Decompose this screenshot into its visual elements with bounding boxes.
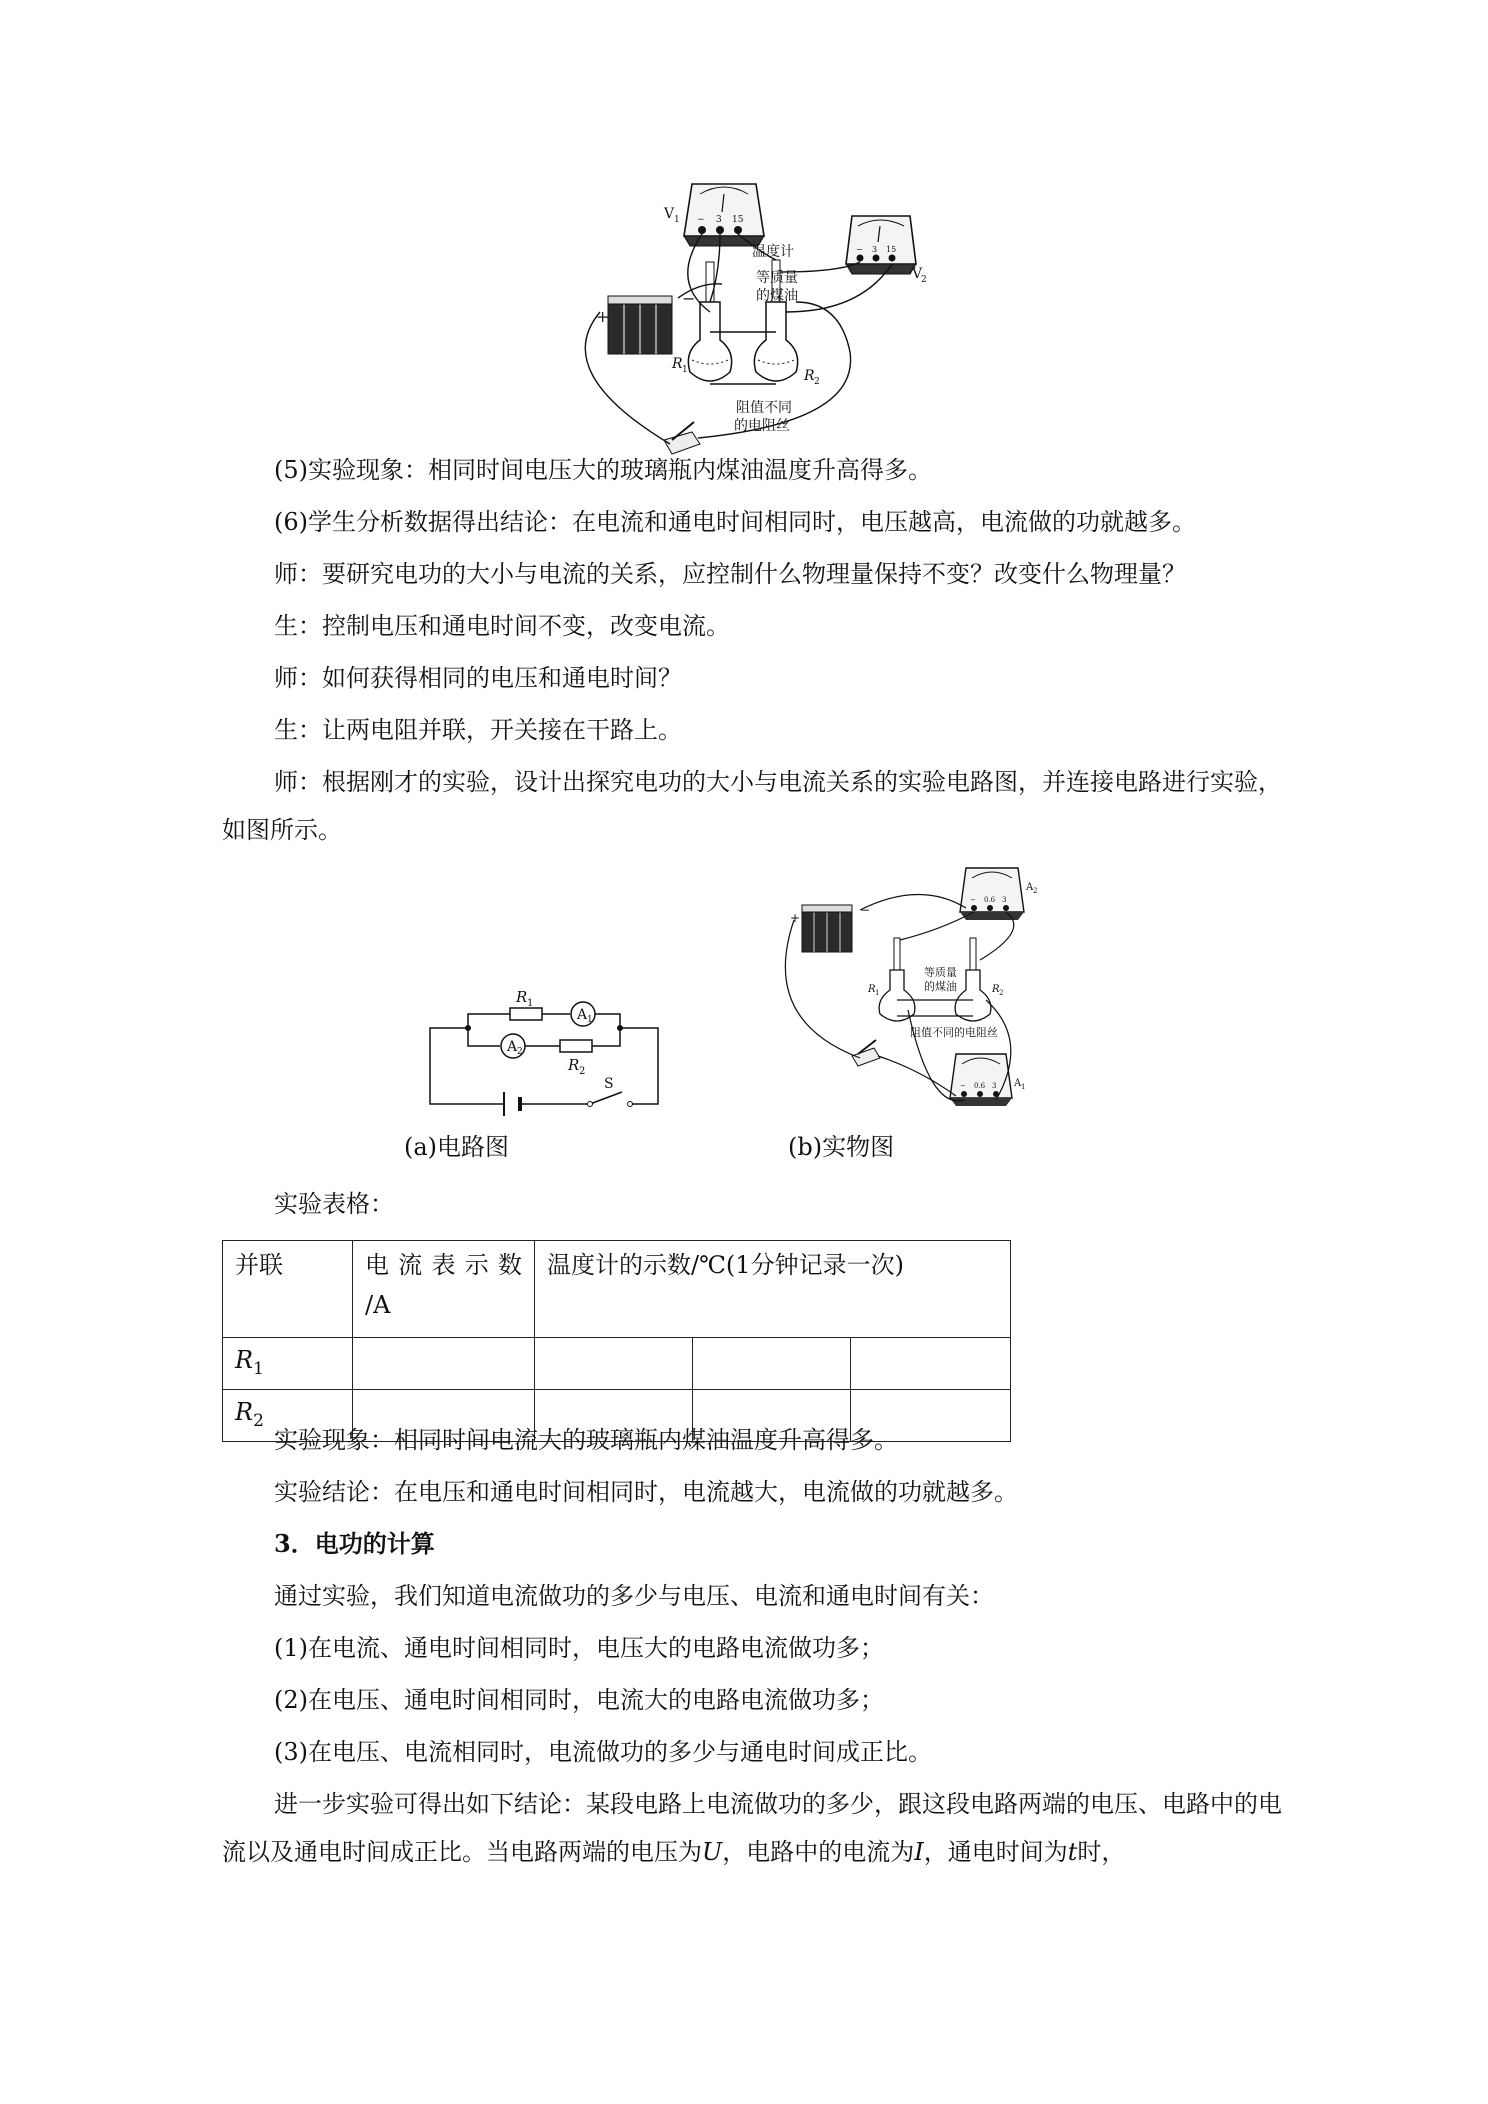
physical-r1-label: R xyxy=(868,984,876,995)
caption-physical-setup: (b)实物图 xyxy=(788,1133,895,1161)
paragraph-teacher-design: 师：根据刚才的实验，设计出探究电功的大小与电流关系的实验电路图，并连接电路进行实验，如图所示。 xyxy=(222,768,1282,844)
voltmeter-v2 xyxy=(846,216,916,274)
physical-r2-sub: 2 xyxy=(999,989,1004,997)
physical-kerosene-1: 等质量 xyxy=(924,966,957,979)
flask-r1 xyxy=(688,262,731,381)
a1-tick-06: 0.6 xyxy=(974,1082,986,1090)
physical-a1-label: A xyxy=(1014,1078,1022,1089)
battery2-plus: + xyxy=(790,911,801,925)
v1-label-sub: 1 xyxy=(674,215,680,225)
paragraph-intro: 通过实验，我们知道电流做功的多少与电压、电流和通电时间有关： xyxy=(274,1582,994,1610)
circuit-switch-label: S xyxy=(604,1076,614,1092)
figure-2a-circuit-diagram xyxy=(420,984,670,1114)
v2-tick-minus: − xyxy=(856,245,863,254)
flask-r1-2 xyxy=(879,938,915,1021)
caption-circuit-diagram: (a)电路图 xyxy=(404,1133,510,1161)
a2-tick-3: 3 xyxy=(1002,896,1007,904)
v2-tick-15: 15 xyxy=(886,245,897,254)
physical-a1-sub: 1 xyxy=(1021,1083,1026,1091)
battery-pack xyxy=(608,296,672,354)
row-r1-label xyxy=(223,1338,353,1390)
circuit-r1-label: R xyxy=(516,988,528,1006)
v2-tick-3: 3 xyxy=(872,245,878,254)
paragraph-student-answer-2: 生：让两电阻并联，开关接在干路上。 xyxy=(274,716,682,744)
final-text-d: 时， xyxy=(1077,1838,1126,1866)
a2-tick-minus: − xyxy=(970,896,976,904)
paragraph-conclusion-voltage: (6)学生分析数据得出结论：在电流和通电时间相同时，电压越高，电流做的功就越多。 xyxy=(274,508,1196,536)
ammeter-a2 xyxy=(960,868,1024,920)
figure-1-apparatus xyxy=(560,172,927,460)
paragraph-conclusion-current: 实验结论：在电压和通电时间相同时，电流越大，电流做的功就越多。 xyxy=(274,1478,1018,1506)
table-header-row xyxy=(223,1241,1011,1338)
experiment-table xyxy=(222,1240,1011,1442)
paragraph-teacher-question-2: 师：如何获得相同的电压和通电时间？ xyxy=(274,664,682,692)
row-r1-sub: 1 xyxy=(253,1358,264,1379)
header-current-line1: 电流表示数 xyxy=(365,1251,522,1279)
physical-wire-label: 阻值不同的电阻丝 xyxy=(910,1026,998,1039)
r1-label-sub: 1 xyxy=(682,365,688,375)
cell-r1-current[interactable] xyxy=(353,1338,535,1390)
paragraph-teacher-question: 师：要研究电功的大小与电流的关系，应控制什么物理量保持不变？改变什么物理量？ xyxy=(274,560,1186,588)
physical-a2-label: A xyxy=(1026,882,1034,893)
paragraph-phenomenon-current: 实验现象：相同时间电流大的玻璃瓶内煤油温度升高得多。 xyxy=(274,1426,898,1454)
final-text-a: 进一步实验可得出如下结论：某段电路上电流做功的多少，跟这段电路两端的电压、电路中的电流以及通电时间成正比。当电路两端的电压为 xyxy=(222,1790,1282,1866)
thermometer-label: 温度计 xyxy=(752,244,794,260)
a2-tick-06: 0.6 xyxy=(984,896,996,904)
voltmeter-v1 xyxy=(684,184,764,246)
var-i: I xyxy=(914,1838,924,1866)
circuit-r2-sub: 2 xyxy=(579,1066,586,1077)
cell-r1-temp-3[interactable] xyxy=(851,1338,1011,1390)
v1-tick-minus: − xyxy=(697,215,705,225)
flask-r2-2 xyxy=(955,938,991,1021)
list-item-3: (3)在电压、电流相同时，电流做功的多少与通电时间成正比。 xyxy=(274,1738,932,1766)
r1-label: R xyxy=(672,356,683,372)
kerosene-label-1: 等质量 xyxy=(756,270,798,286)
paragraph-final xyxy=(222,1780,1292,1876)
physical-a2-sub: 2 xyxy=(1033,887,1038,895)
row-r1-symbol: R xyxy=(235,1346,254,1374)
wire-label-1: 阻值不同 xyxy=(736,400,792,416)
v2-label-sub: 2 xyxy=(921,275,927,285)
a1-tick-minus: − xyxy=(960,1082,966,1090)
v1-tick-3: 3 xyxy=(716,215,722,225)
list-item-1: (1)在电流、通电时间相同时，电压大的电路电流做功多； xyxy=(274,1634,884,1662)
final-text-c: ，通电时间为 xyxy=(923,1838,1068,1866)
battery-plus: + xyxy=(596,307,610,326)
var-u: U xyxy=(702,1838,723,1866)
circuit-a2-label: A xyxy=(507,1039,518,1055)
v2-label: V xyxy=(912,266,923,282)
paragraph-student-answer: 生：控制电压和通电时间不变，改变电流。 xyxy=(274,612,730,640)
v1-label: V xyxy=(664,206,675,222)
header-current xyxy=(353,1241,535,1338)
physical-kerosene-2: 的煤油 xyxy=(924,980,957,993)
r2-label: R xyxy=(804,368,815,384)
circuit-a1-sub: 1 xyxy=(587,1015,593,1025)
circuit-r1-sub: 1 xyxy=(527,998,534,1009)
battery2-minus: − xyxy=(860,903,871,917)
figure-2b-physical-setup xyxy=(780,860,1040,1124)
wire-label-2: 的电阻丝 xyxy=(734,418,790,434)
header-current-line2: /A xyxy=(365,1291,391,1319)
row-r2-sub: 2 xyxy=(253,1410,264,1431)
circuit-r2-label: R xyxy=(568,1056,580,1074)
circuit-a2-sub: 2 xyxy=(517,1047,523,1057)
battery-pack-2 xyxy=(802,905,852,952)
ammeter-a1 xyxy=(950,1054,1012,1106)
r2-label-sub: 2 xyxy=(814,377,820,387)
v1-tick-15: 15 xyxy=(732,215,744,225)
physical-r1-sub: 1 xyxy=(875,989,880,997)
circuit-a1-label: A xyxy=(577,1007,588,1023)
kerosene-label-2: 的煤油 xyxy=(756,288,798,304)
a1-tick-3: 3 xyxy=(992,1082,997,1090)
row-r2-symbol: R xyxy=(235,1397,254,1426)
cell-r1-temp-2[interactable] xyxy=(693,1338,851,1390)
battery-minus: − xyxy=(682,289,696,308)
paragraph-phenomenon-voltage: (5)实验现象：相同时间电压大的玻璃瓶内煤油温度升高得多。 xyxy=(274,456,932,484)
final-text-b: ，电路中的电流为 xyxy=(722,1838,915,1866)
var-t: t xyxy=(1067,1838,1078,1866)
section-heading-work-calculation: 3．电功的计算 xyxy=(274,1529,435,1558)
header-parallel: 并联 xyxy=(223,1241,353,1338)
header-thermometer: 温度计的示数/℃(1分钟记录一次) xyxy=(535,1241,1011,1338)
list-item-2: (2)在电压、通电时间相同时，电流大的电路电流做功多； xyxy=(274,1686,884,1714)
cell-r1-temp-1[interactable] xyxy=(535,1338,693,1390)
table-label: 实验表格： xyxy=(274,1190,394,1218)
table-row xyxy=(223,1338,1011,1390)
switch-2 xyxy=(852,1040,880,1066)
physical-r2-label: R xyxy=(992,984,1000,995)
